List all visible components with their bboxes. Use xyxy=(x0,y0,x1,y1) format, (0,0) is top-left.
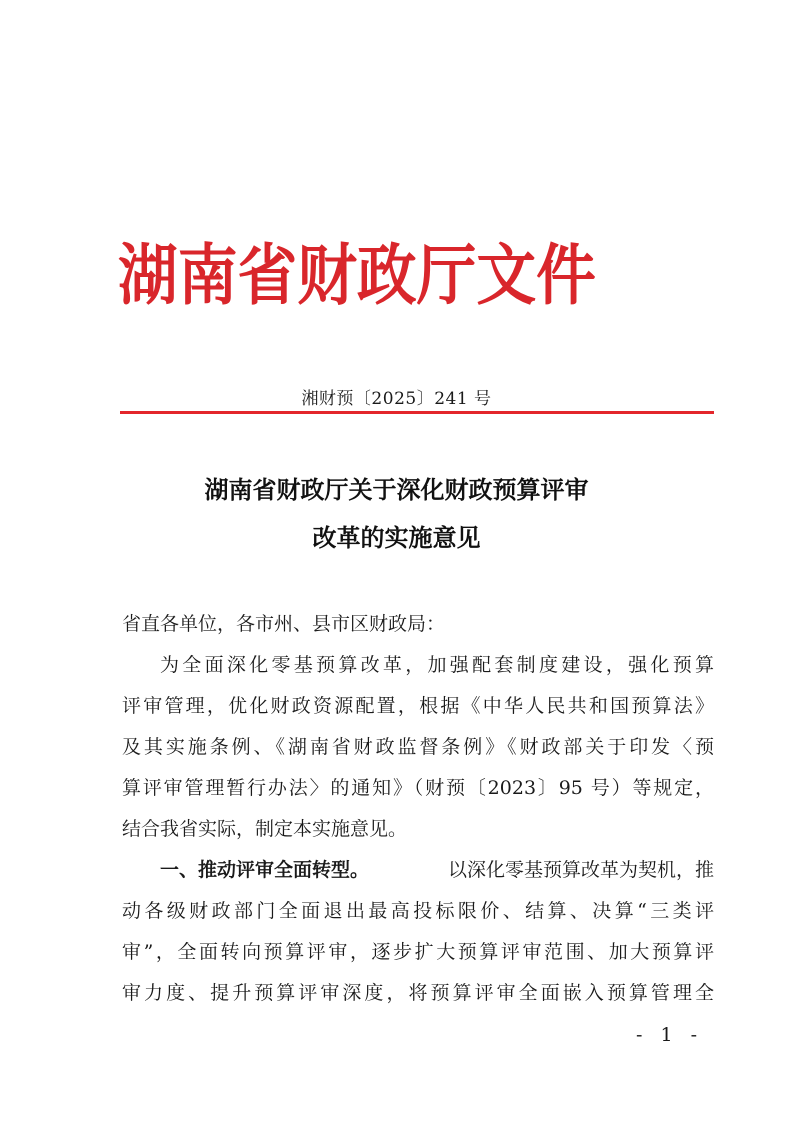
paragraph-1-line-1: 为全面深化零基预算改革，加强配套制度建设，强化预算 xyxy=(160,654,714,676)
paragraph-1-line-2: 评审管理，优化财政资源配置，根据《中华人民共和国预算法》 xyxy=(122,695,714,717)
section-1-heading: 一、推动评审全面转型。 xyxy=(160,859,370,881)
red-separator-line xyxy=(120,411,714,414)
section-1-first-line xyxy=(160,857,714,883)
section-1-line-4: 审力度、提升预算评审深度，将预算评审全面嵌入预算管理全 xyxy=(122,982,714,1004)
section-1-first-line-text: 以深化零基预算改革为契机，推 xyxy=(447,859,714,881)
document-title-line-1: 湖南省财政厅关于深化财政预算评审 xyxy=(204,476,589,504)
document-masthead: 湖南省财政厅文件 xyxy=(118,237,596,314)
document-number: 湘财预〔2025〕241 号 xyxy=(301,389,492,409)
page-number: - 1 - xyxy=(636,1024,704,1046)
section-1-line-3: 审”，全面转向预算评审，逐步扩大预算评审范围、加大预算评 xyxy=(122,941,714,963)
section-1-line-2: 动各级财政部门全面退出最高投标限价、结算、决算“三类评 xyxy=(122,900,714,922)
paragraph-1-line-4: 算评审管理暂行办法〉的通知》（财预〔2023〕95 号）等规定， xyxy=(122,777,714,799)
paragraph-1-line-5: 结合我省实际，制定本实施意见。 xyxy=(122,818,408,840)
salutation: 省直各单位，各市州、县市区财政局： xyxy=(122,613,446,635)
document-title-line-2: 改革的实施意见 xyxy=(312,524,481,552)
paragraph-1-line-3: 及其实施条例、《湖南省财政监督条例》《财政部关于印发〈预 xyxy=(122,736,714,758)
